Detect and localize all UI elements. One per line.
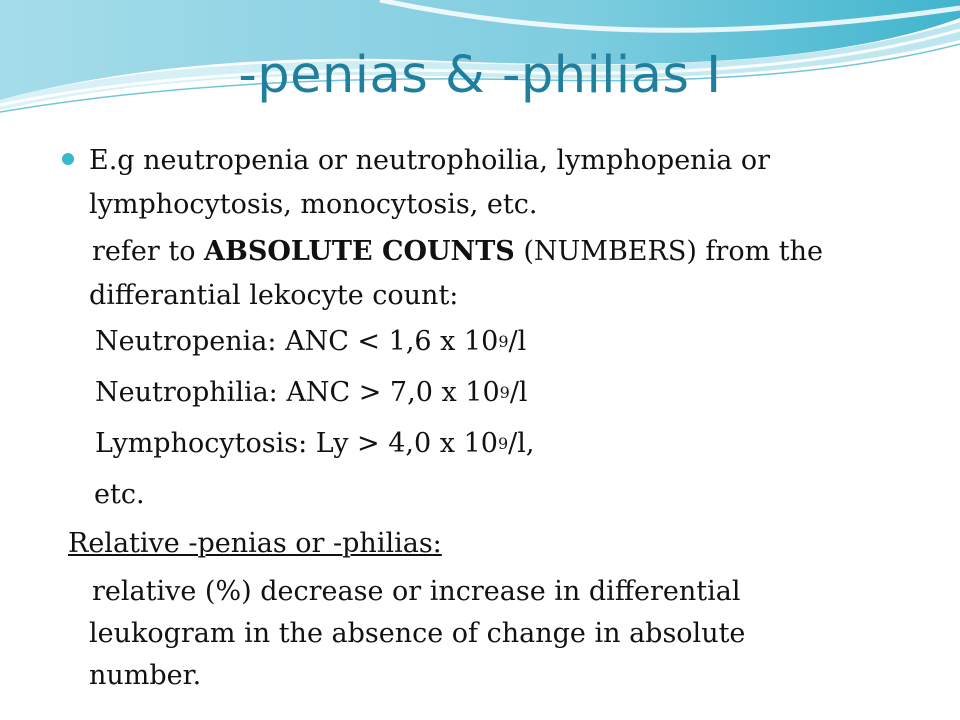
criterion-text: Neutropenia: ANC < 1,6 x 10 [95,326,499,357]
absolute-counts-line2: differantial lekocyte count: [89,280,459,311]
absolute-suffix: (NUMBERS) from the [514,236,823,267]
relative-heading: Relative -penias or -philias: [68,528,442,559]
absolute-prefix: refer to [92,236,205,267]
relative-line1: relative (%) decrease or increase in differential [92,576,741,607]
relative-line3: number. [89,660,202,691]
criterion-exponent: 9 [498,332,509,351]
criterion-text: Lymphocytosis: Ly > 4,0 x 10 [95,428,498,459]
bullet-text-line2: lymphocytosis, monocytosis, etc. [89,189,538,220]
etc-line: etc. [94,479,145,510]
bullet-icon [62,153,74,165]
absolute-bold: ABSOLUTE COUNTS [204,236,515,267]
slide-title: -penias & -philias I [238,46,722,105]
relative-line2: leukogram in the absence of change in absolute [89,618,746,649]
absolute-counts-line [92,235,823,269]
criterion-neutrophilia [95,376,528,413]
criterion-unit: /l [509,377,528,408]
criterion-unit: /l [508,326,527,357]
criterion-text: Neutrophilia: ANC > 7,0 x 10 [95,377,500,408]
criterion-neutropenia [95,325,526,362]
criterion-unit: /l, [508,428,535,459]
bullet-text-line1: E.g neutropenia or neutrophoilia, lymphopenia or [89,145,771,176]
criterion-exponent: 9 [499,383,510,402]
criterion-exponent: 9 [497,434,509,453]
criterion-lymphocytosis [95,427,534,464]
